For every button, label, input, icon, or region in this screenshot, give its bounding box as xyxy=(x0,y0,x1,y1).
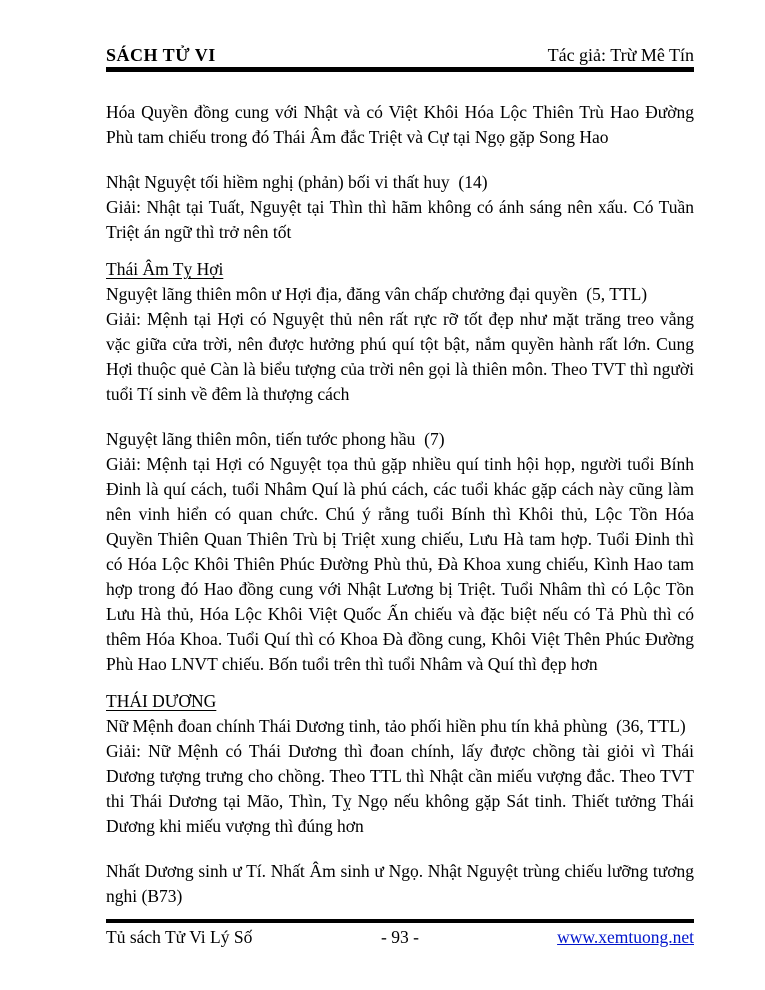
paragraph-giai-5: Giải: Mệnh tại Hợi có Nguyệt thủ nên rất rực rỡ tốt đẹp như mặt trăng treo vằng vặc giữa cửa trời, nên được hưởng phú quí tột bật, nắm quyền hành rất lớn. Cung Hợi thuộc quẻ Càn là biểu tượng của trời nên gọi là thiên môn. Theo TVT thì người tuổi Tí sinh về đêm là thượng cách xyxy=(106,309,694,404)
verse-nu-menh-36: Nữ Mệnh đoan chính Thái Dương tinh, tảo phối hiền phu tín khả phùng (36, TTL) xyxy=(106,716,686,736)
footer-page-number: - 93 - xyxy=(381,927,419,947)
verse-nguyet-lang-7: Nguyệt lãng thiên môn, tiến tước phong hầu (7) xyxy=(106,429,445,449)
book-title: SÁCH TỬ VI xyxy=(106,45,216,65)
verse-nguyet-lang-5: Nguyệt lãng thiên môn ư Hợi địa, đăng vân chấp chưởng đại quyền (5, TTL) xyxy=(106,284,648,304)
footer-series-title: Tủ sách Tử Vi Lý Số xyxy=(106,927,253,947)
verse-nhat-nguyet-14: Nhật Nguyệt tối hiềm nghị (phản) bối vi thất huy (14) xyxy=(106,172,488,192)
paragraph-hoa-quyen: Hóa Quyền đồng cung với Nhật và có Việt Khôi Hóa Lộc Thiên Trù Hao Đường Phù tam chiếu trong đó Thái Âm đắc Triệt và Cự tại Ngọ gặp Song Hao xyxy=(106,102,694,147)
verse-nhat-duong-b73: Nhất Dương sinh ư Tí. Nhất Âm sinh ư Ngọ. Nhật Nguyệt trùng chiếu lưỡng tương nghi (B73) xyxy=(106,861,694,906)
author-credit: Tác giả: Trừ Mê Tín xyxy=(547,45,694,65)
section-heading-thai-am-ty-hoi: Thái Âm Tỵ Hợi xyxy=(106,259,224,279)
paragraph-giai-14: Giải: Nhật tại Tuất, Nguyệt tại Thìn thì hãm không có ánh sáng nên xấu. Có Tuần Triệt án ngữ thì trở nên tốt xyxy=(106,197,694,242)
page-header xyxy=(106,44,694,72)
paragraph-giai-36: Giải: Nữ Mệnh có Thái Dương thì đoan chính, lấy được chồng tài giỏi vì Thái Dương tượng trưng cho chồng. Theo TTL thì Nhật cần miếu vượng đắc. Theo TVT thi Thái Dương tại Mão, Thìn, Tỵ Ngọ nếu không gặp Sát tinh. Thiết tưởng Thái Dương khi miếu vượng thì đúng hơn xyxy=(106,741,694,836)
page-footer xyxy=(106,919,694,948)
paragraph-giai-7: Giải: Mệnh tại Hợi có Nguyệt tọa thủ gặp nhiều quí tinh hội họp, người tuổi Bính Đinh là quí cách, tuổi Nhâm Quí là phú cách, các tuổi khác gặp cách này cũng làm nên vinh hiển có quan chức. Chú ý rằng tuổi Bính thì Khôi thủ, Lộc Tồn Hóa Quyền Thiên Quan Thiên Trù bị Triệt xung chiếu, Lưu Hà tam hợp. Tuổi Đinh thì có Hóa Lộc Khôi Thiên Phúc Đường Phù thủ, Đà Khoa xung chiếu, Kình Hao tam hợp trong đó Hao đồng cung với Nhật Lương bị Triệt. Tuổi Nhâm thì có Lộc Tồn Lưu Hà thủ, Hóa Lộc Khôi Việt Quốc Ấn chiếu và đặc biệt nếu có Tả Phù thì có thêm Hóa Khoa. Tuổi Quí thì có Khoa Đà đồng cung, Khôi Việt Thên Phúc Đường Phù Hao LNVT chiếu. Bốn tuổi trên thì tuổi Nhâm và Quí thì đẹp hơn xyxy=(106,454,694,674)
website-link[interactable]: www.xemtuong.net xyxy=(557,927,694,947)
section-heading-thai-duong: THÁI DƯƠNG xyxy=(106,691,217,711)
page-body xyxy=(106,100,694,909)
